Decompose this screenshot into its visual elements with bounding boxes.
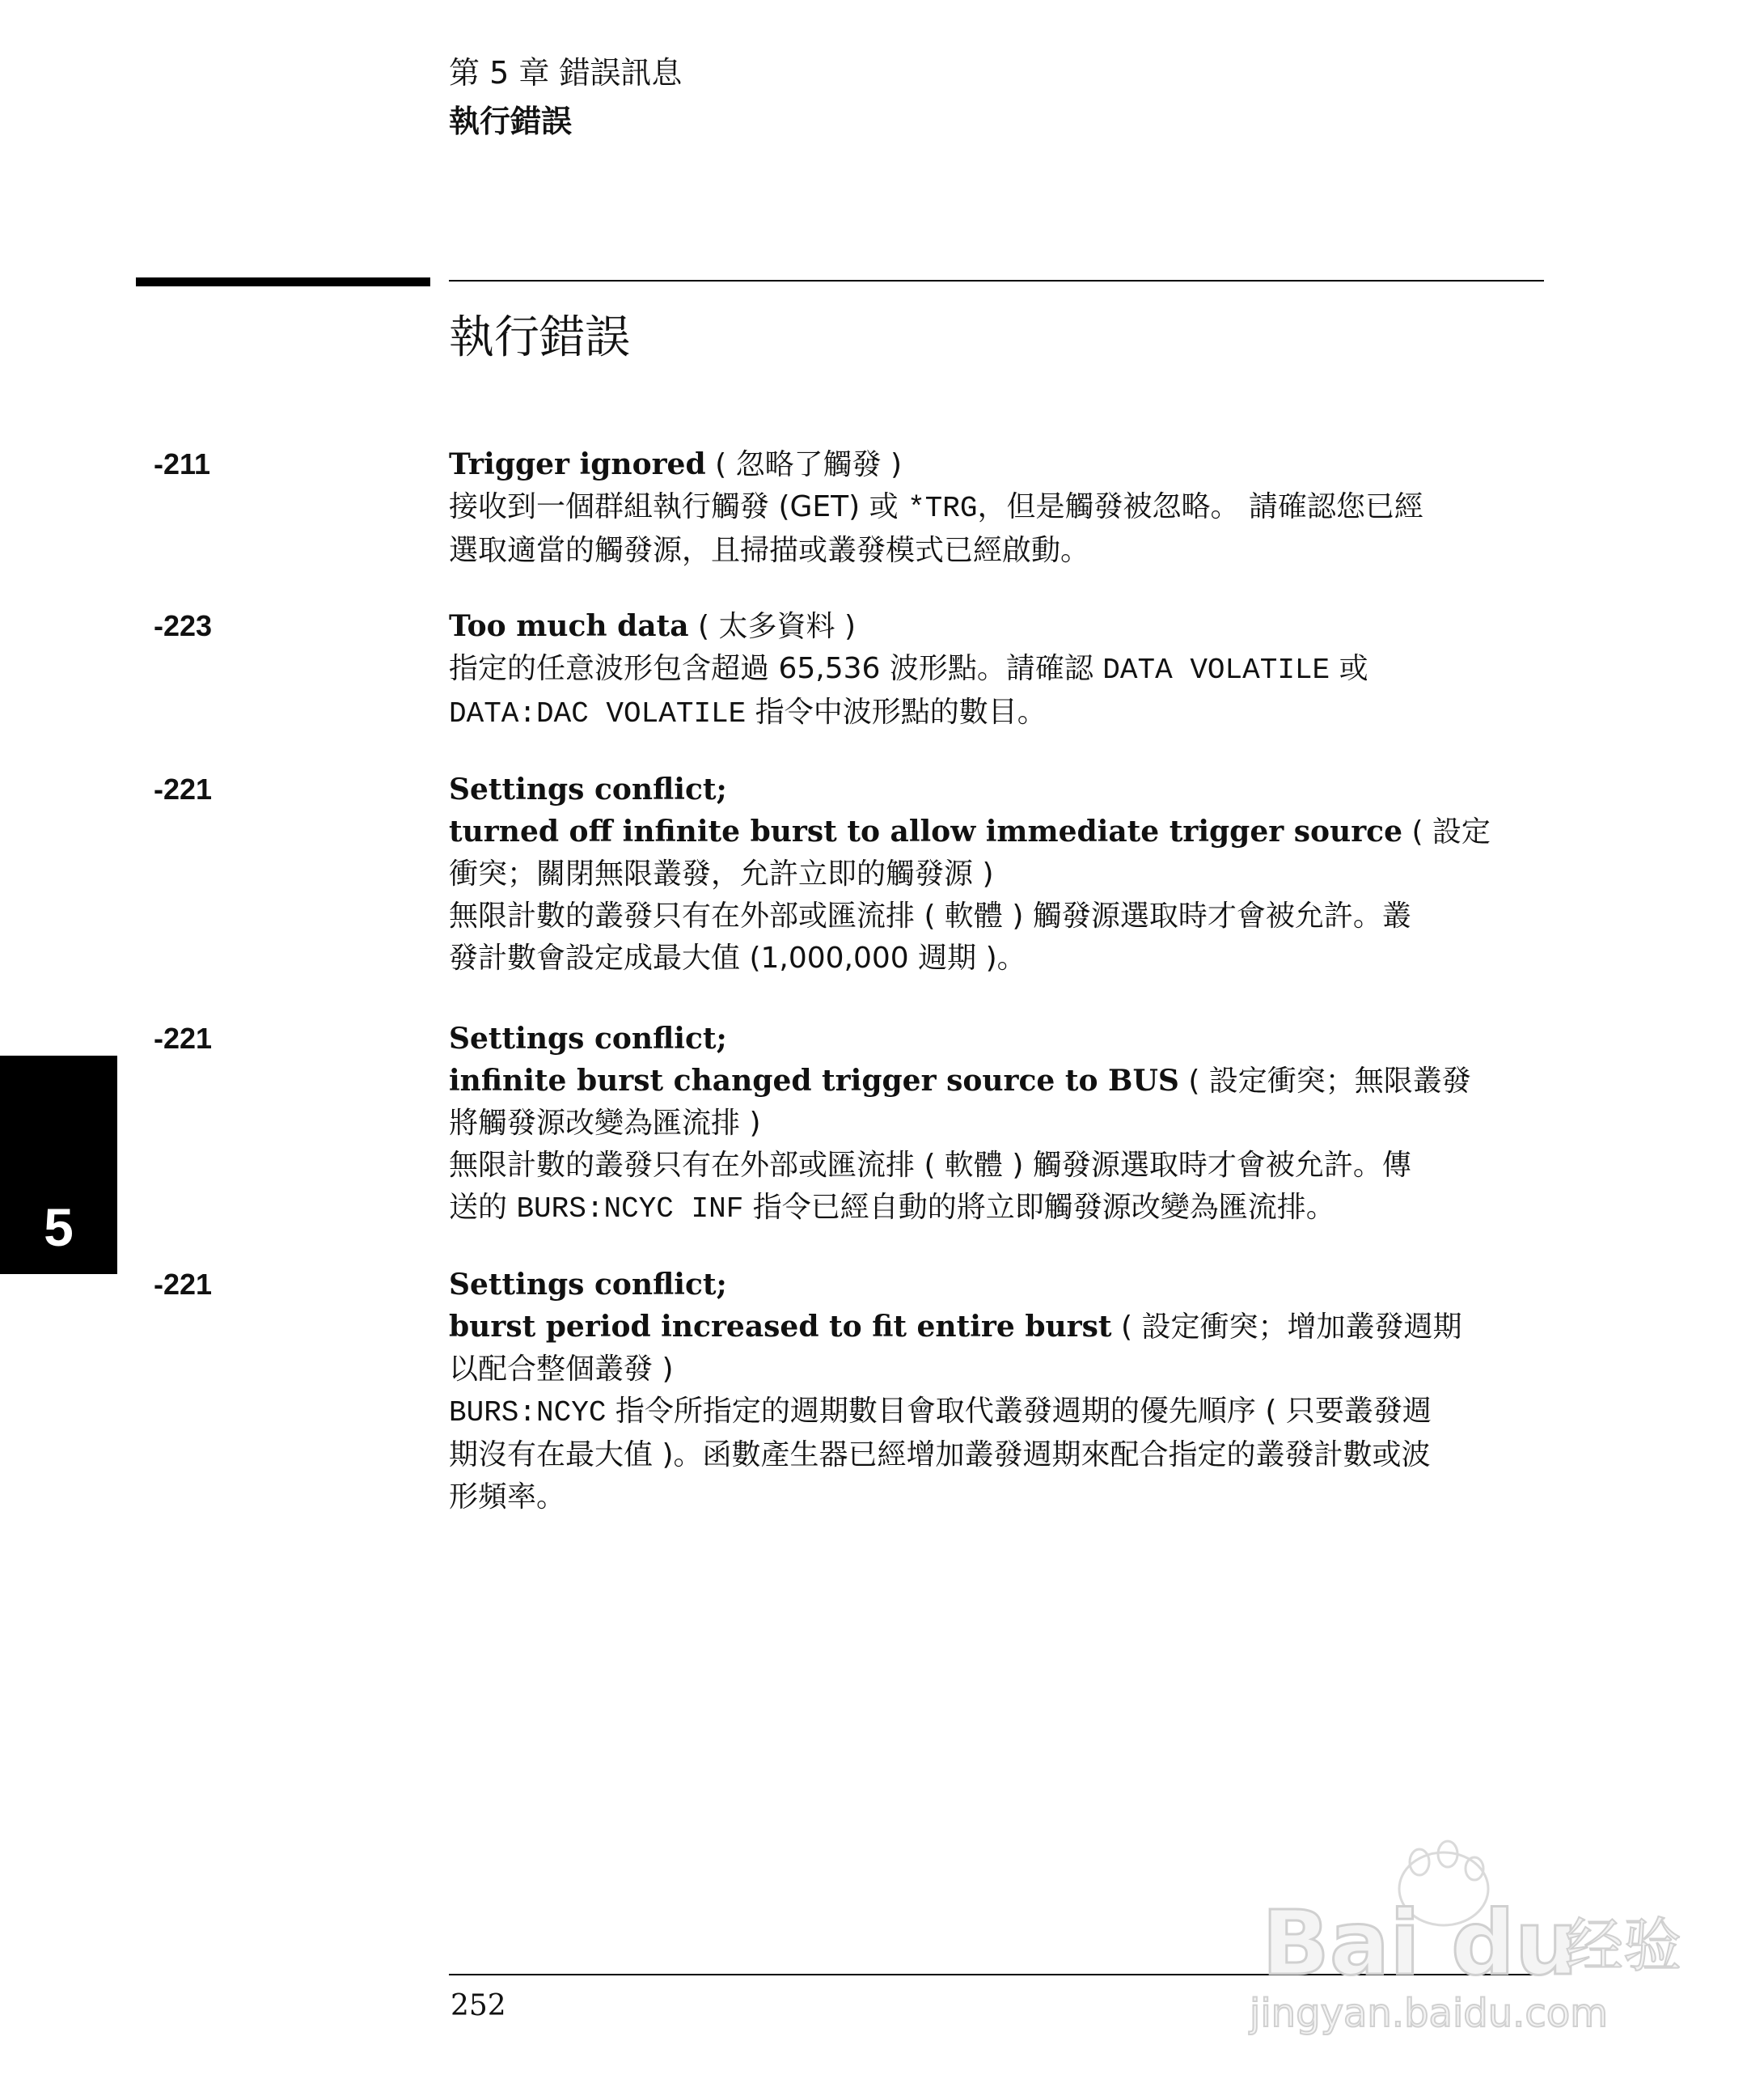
error-description xyxy=(449,895,1549,980)
text-run: 接收到一個群組執行觸發 (GET) 或 xyxy=(449,490,908,523)
error-title-en: turned off infinite burst to allow immediate trigger source xyxy=(449,815,1402,849)
chapter-tab-number: 5 xyxy=(44,1197,74,1257)
error-code: -221 xyxy=(154,1268,213,1301)
description-line: 無限計數的叢發只有在外部或匯流排 ( 軟體 ) 觸發源選取時才會被允許。傳 xyxy=(449,1149,1411,1182)
text-run: 指令中波形點的數目。 xyxy=(746,696,1047,729)
error-body xyxy=(449,1018,1549,1230)
error-title-en: Trigger ignored xyxy=(449,447,706,481)
error-title xyxy=(449,1306,1549,1348)
error-title-zh: ( 太多資料 ) xyxy=(698,610,856,643)
error-code: -223 xyxy=(154,609,213,642)
description-line xyxy=(449,648,1549,692)
thin-rule xyxy=(449,280,1544,282)
description-line xyxy=(449,692,1549,735)
thick-rule xyxy=(136,277,430,286)
error-title-zh: ( 設定衝突；增加叢發週期 xyxy=(1120,1310,1462,1344)
text-run: 指令所指定的週期數目會取代叢發週期的優先順序 ( 只要叢發週 xyxy=(606,1395,1432,1428)
error-description xyxy=(449,486,1549,572)
description-line xyxy=(449,1391,1549,1434)
text-run: 指令已經自動的將立即觸發源改變為匯流排。 xyxy=(743,1191,1335,1224)
error-code: -221 xyxy=(154,773,213,806)
baidu-watermark xyxy=(1246,1844,1682,2039)
error-description xyxy=(449,1145,1549,1230)
code-run: *TRG xyxy=(907,492,978,525)
code-run: BURS:NCYC INF xyxy=(516,1192,744,1226)
description-line: 發計數會設定成最大值 (1,000,000 週期 )。 xyxy=(449,942,1026,975)
error-code: -221 xyxy=(154,1022,213,1055)
watermark-logo-cn: 经验 xyxy=(1565,1912,1682,1979)
error-title-zh: ( 忽略了觸發 ) xyxy=(715,448,903,481)
error-title-zh: ( 設定衝突；無限叢發 xyxy=(1188,1065,1471,1098)
description-line xyxy=(449,530,1549,572)
code-run: DATA:DAC VOLATILE xyxy=(449,697,747,730)
text-run: 選取適當的觸發源，且掃描或叢發模式已經啟動。 xyxy=(449,534,1090,567)
text-run: 送的 xyxy=(449,1191,517,1224)
error-title-zh: 以配合整個叢發 ) xyxy=(449,1353,674,1386)
error-body xyxy=(449,768,1549,980)
description-line xyxy=(449,486,1549,530)
text-run: 或 xyxy=(1330,652,1368,685)
watermark-logo: Bai du xyxy=(1262,1891,1579,1995)
error-body xyxy=(449,605,1549,735)
chapter-tab xyxy=(0,1056,117,1274)
error-title-zh: 將觸發源改變為匯流排 ) xyxy=(449,1107,761,1140)
description-line xyxy=(449,1187,1549,1230)
code-run: BURS:NCYC xyxy=(449,1396,607,1429)
error-title-en: burst period increased to fit entire burst xyxy=(449,1310,1112,1344)
error-description xyxy=(449,648,1549,735)
description-line: 期沒有在最大值 )。函數產生器已經增加叢發週期來配合指定的叢發計數或波 xyxy=(449,1438,1431,1471)
chapter-header: 第 5 章 錯誤訊息 xyxy=(449,55,683,91)
error-title-en: Settings conflict; xyxy=(449,1022,727,1056)
error-title-en: Too much data xyxy=(449,609,689,643)
error-code: -211 xyxy=(154,447,211,481)
code-run: DATA VOLATILE xyxy=(1102,654,1330,687)
error-title-en: infinite burst changed trigger source to BUS xyxy=(449,1064,1179,1098)
description-line: 無限計數的叢發只有在外部或匯流排 ( 軟體 ) 觸發源選取時才會被允許。叢 xyxy=(449,900,1411,933)
error-body xyxy=(449,443,1549,572)
watermark-url: jingyan.baidu.com xyxy=(1250,1991,1608,2036)
error-title-en: Settings conflict; xyxy=(449,1268,727,1302)
error-title-en: Settings conflict; xyxy=(449,773,727,807)
error-title-zh: ( 設定 xyxy=(1411,815,1491,849)
error-title xyxy=(449,1060,1549,1103)
error-body xyxy=(449,1264,1549,1518)
error-title xyxy=(449,811,1549,853)
text-run: ，但是觸發被忽略。 請確認您已經 xyxy=(977,490,1423,523)
description-line: 形頻率。 xyxy=(449,1480,566,1514)
page-number: 252 xyxy=(450,1989,506,2022)
section-header: 執行錯誤 xyxy=(449,104,573,139)
section-title: 執行錯誤 xyxy=(449,311,630,364)
error-description xyxy=(449,1391,1549,1518)
text-run: 指定的任意波形包含超過 65,536 波形點。請確認 xyxy=(449,652,1103,685)
error-title-zh: 衝突；關閉無限叢發，允許立即的觸發源 ) xyxy=(449,857,994,891)
error-title xyxy=(449,605,1549,648)
error-title xyxy=(449,443,1549,486)
